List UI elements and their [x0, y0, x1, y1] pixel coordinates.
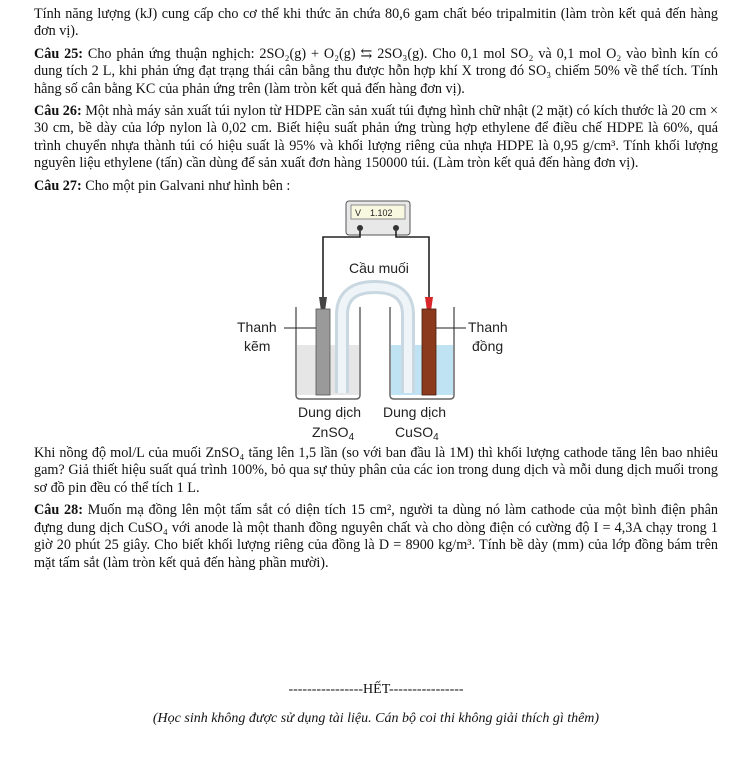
voltmeter-terminal-negative [357, 225, 363, 231]
right-solution-subscript: 4 [433, 432, 439, 444]
question-27-body: Khi nồng độ mol/L của muối ZnSO₄ tăng lên 1,5 lần (so với ban đầu là 1M) thì khối lượng cathode tăng lên bao nhiêu gam? Giả thiết hiệu suất quá trình 100%, bỏ qua sự thủy phân của các ion trong dung dịch và mỗi dung dịch muối trong sơ đồ pin đều có thể tích 1 L. [34, 445, 718, 496]
question-26-text: Một nhà máy sản xuất túi nylon từ HDPE cần sản xuất túi đựng hình chữ nhật (2 mặt) có kích thước là 20 cm × 30 cm, bề dày của lớp nylon là 0,02 cm. Biết hiệu suất phản ứng trùng hợp ethylene để điều chế HDPE là 60%, quá trình chuyển nhựa thành túi có hiệu suất là 95% và khối lượng riêng của nhựa HDPE là 0,95 g/cm³. Tính khối lượng nguyên liệu ethylene (tấn) cần dùng để sản xuất đơn hàng 150000 túi. (Làm tròn kết quả đến hàng đơn vị). [34, 103, 718, 172]
question-25 [34, 46, 718, 98]
left-electrode-label-2: kẽm [244, 338, 271, 355]
left-solution-label-1: Dung dịch [298, 404, 362, 421]
question-28-label: Câu 28: [34, 502, 83, 519]
exam-page [34, 6, 718, 726]
right-solution-label-2 [395, 424, 439, 443]
voltmeter-v-label: V [355, 208, 362, 219]
question-25-text: Cho phản ứng thuận nghịch: 2SO₂(g) + O₂(g) ⇆ 2SO₃(g). Cho 0,1 mol SO₂ và 0,1 mol O₂ vào bình kín có dung tích 2 L, khi phản ứng đạt trạng thái cân bằng thu được hỗn hợp khí X trong đó SO₃ chiếm 50% về thể tích. Tính hằng số cân bằng KC của phản ứng trên (làm tròn kết quả đến hàng đơn vị). [34, 45, 718, 97]
right-solution-label-1: Dung dịch [383, 404, 447, 421]
galvanic-cell-figure [34, 195, 718, 445]
exam-note: (Học sinh không được sử dụng tài liệu. Cán bộ coi thi không giải thích gì thêm) [152, 711, 600, 726]
voltmeter-terminal-positive [393, 225, 399, 231]
left-solution-formula: ZnSO [312, 424, 349, 441]
question-27-label: Câu 27: [34, 177, 82, 194]
question-26-label: Câu 26: [34, 103, 82, 120]
left-solution-label-2 [312, 424, 355, 443]
voltmeter [346, 201, 410, 235]
galvanic-cell-diagram [34, 195, 718, 445]
question-28-text: Muốn mạ đồng lên một tấm sắt có diện tích 15 cm², người ta dùng nó làm cathode của một bình điện phân đựng dung dịch CuSO₄ với anode là một thanh đồng nguyên chất và cho dòng điện có cường độ I = 4,3A chạy trong 1 giờ 20 phút 25 giây. Cho biết khối lượng riêng của đồng là D = 8900 kg/m³. Tính bề dày (mm) của lớp đồng bám trên mặt tấm sắt (làm tròn kết quả đến hàng phần mười). [34, 502, 718, 571]
question-28 [34, 502, 718, 572]
left-solution-subscript: 4 [348, 432, 355, 444]
question-27 [34, 178, 718, 195]
intro-paragraph: Tính năng lượng (kJ) cung cấp cho cơ thể khi thức ăn chứa 80,6 gam chất béo tripalmitin (làm tròn kết quả đến hàng đơn vị). [34, 6, 718, 40]
copper-electrode [422, 309, 436, 395]
right-solution-formula: CuSO [395, 424, 434, 441]
question-25-label: Câu 25: [34, 45, 84, 62]
salt-bridge-label: Cầu muối [349, 260, 409, 277]
end-marker: ----------------HẾT---------------- [288, 682, 464, 697]
right-electrode-label-1: Thanh [468, 319, 508, 336]
zinc-electrode [316, 309, 330, 395]
left-electrode-label-1: Thanh [237, 319, 277, 336]
question-27-text: Cho một pin Galvani như hình bên : [81, 177, 291, 194]
question-26 [34, 103, 718, 173]
right-electrode-label-2: đồng [472, 338, 504, 355]
voltmeter-reading: 1.102 [370, 208, 393, 219]
